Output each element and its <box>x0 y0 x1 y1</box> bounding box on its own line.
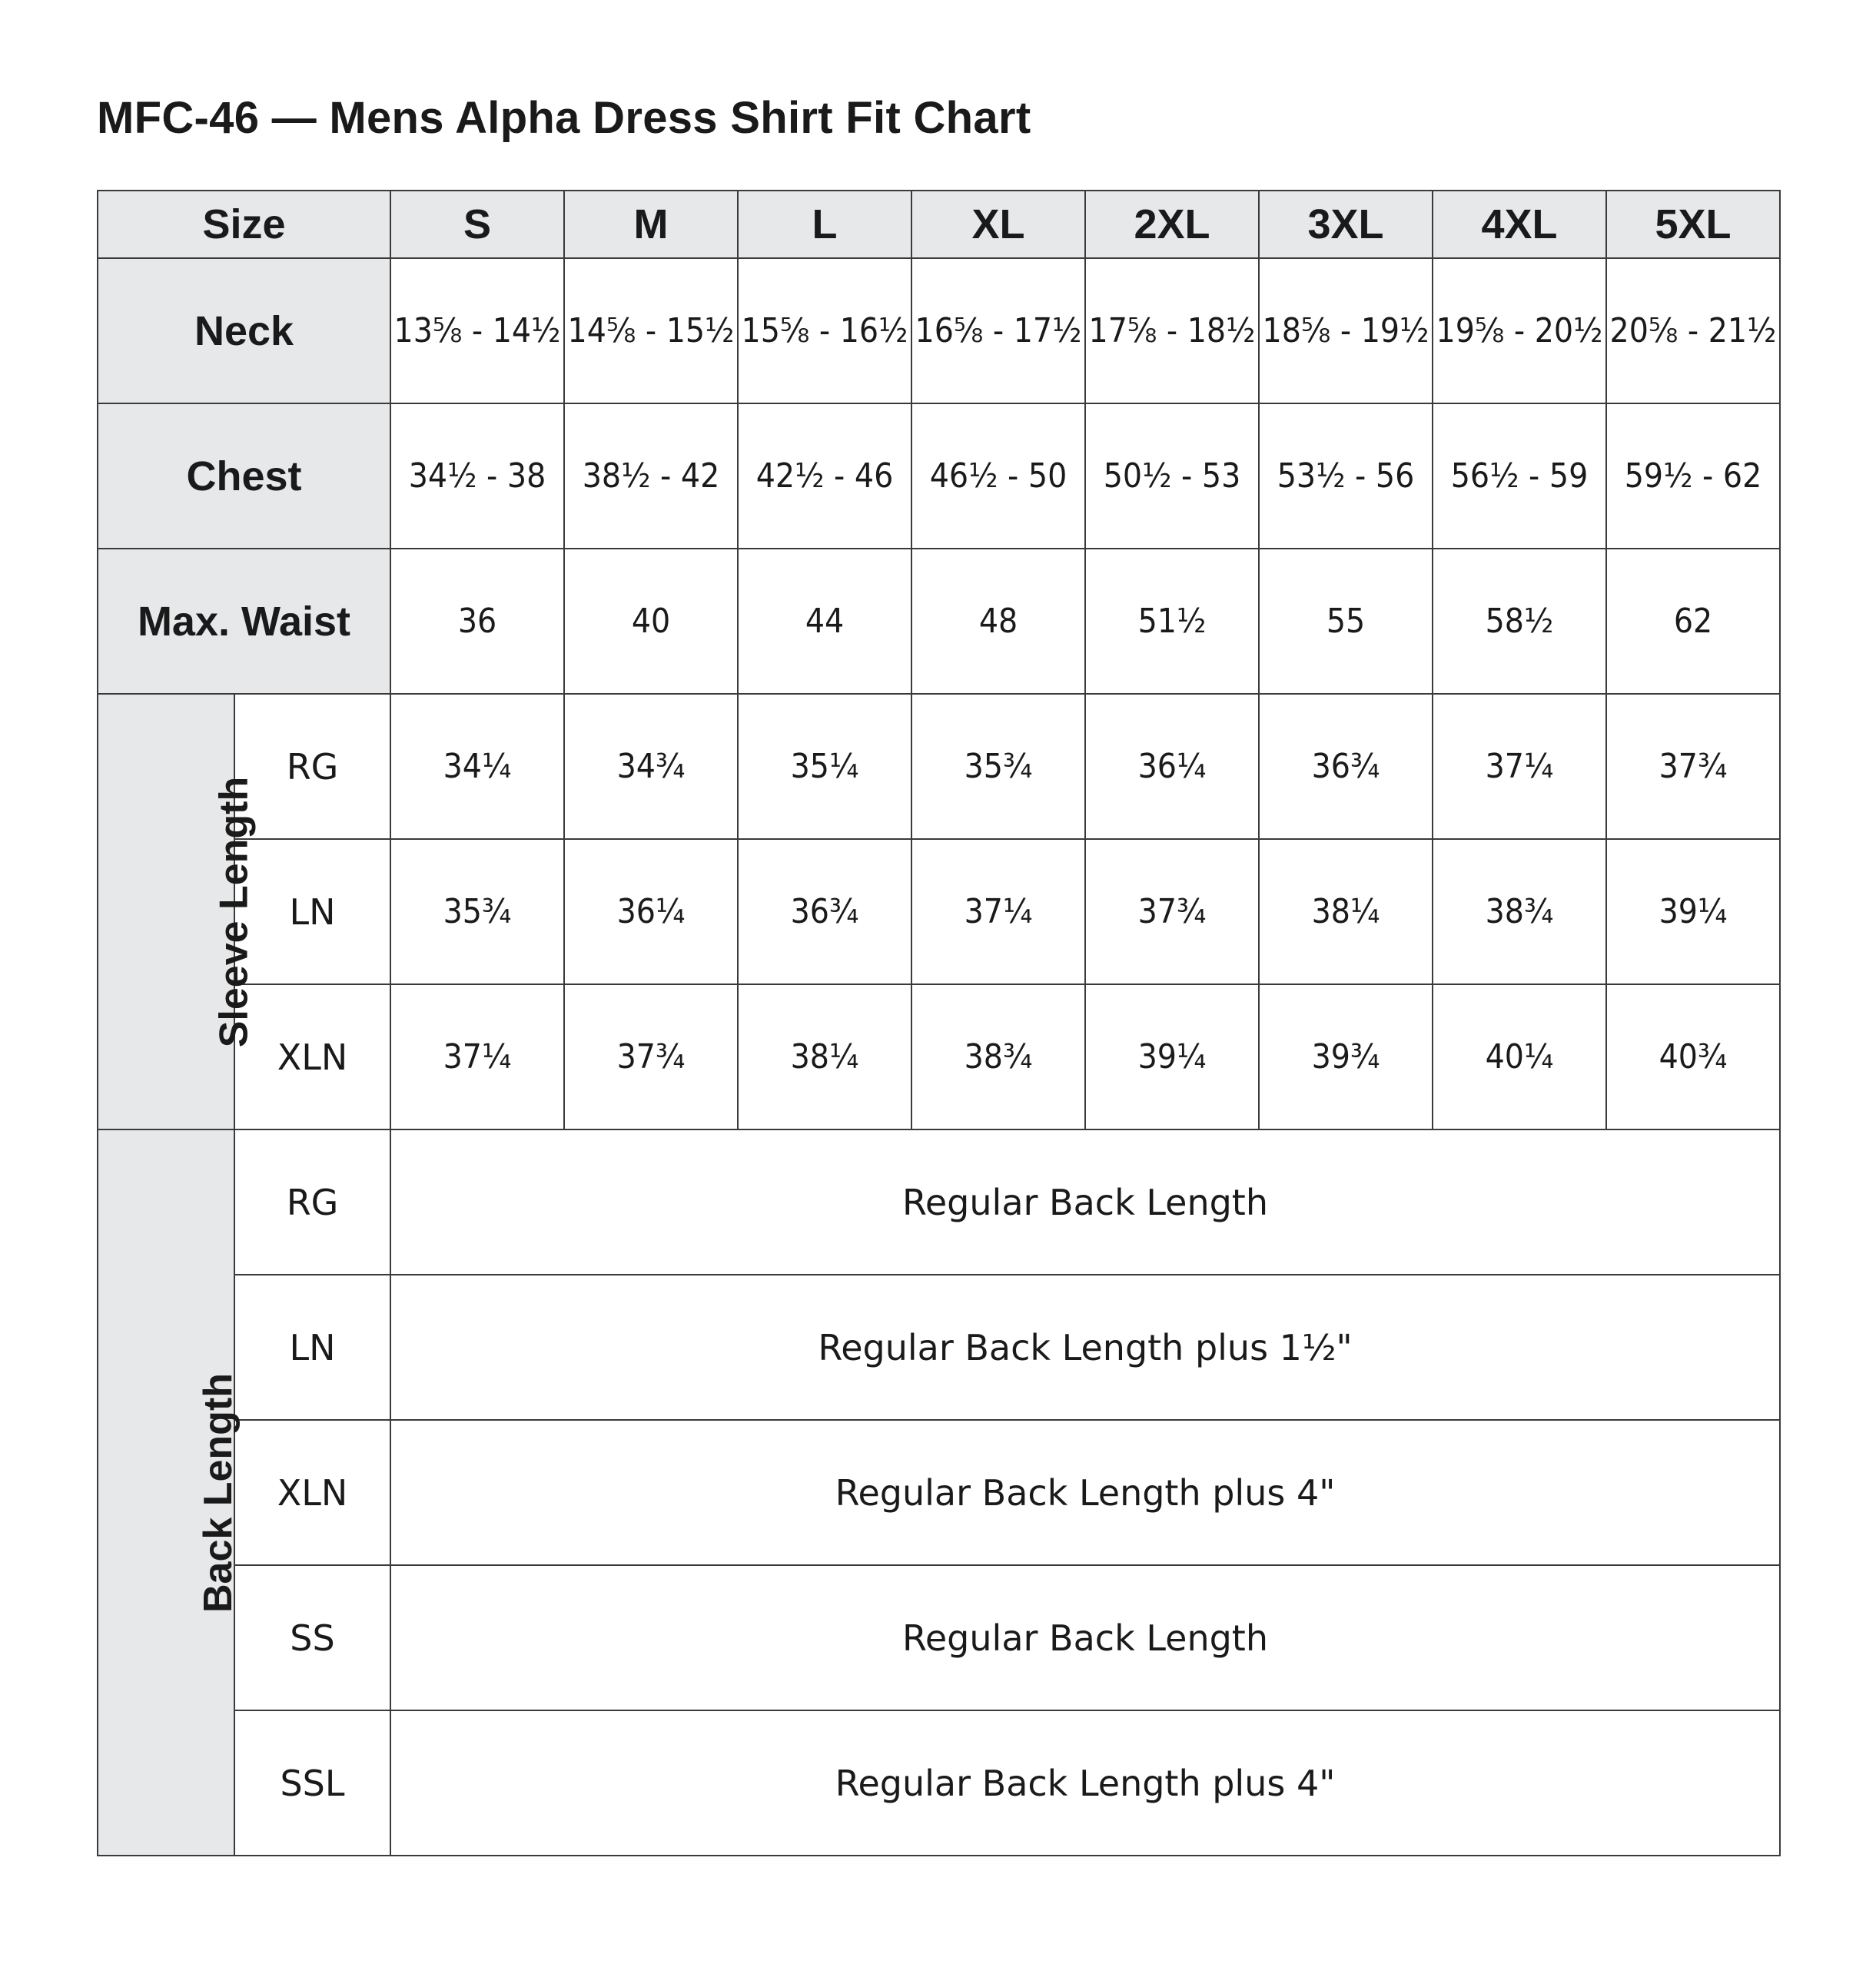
back-length-label: Back Length <box>196 1372 241 1613</box>
chest-row <box>98 403 1780 549</box>
max-waist-value: 40 <box>564 549 738 694</box>
fit-chart-table <box>97 190 1781 1856</box>
chest-value: 50½ - 53 <box>1085 403 1259 549</box>
back-fit-label: SS <box>234 1565 390 1710</box>
sleeve-fit-label: RG <box>234 694 390 839</box>
page-title: MFC-46 — Mens Alpha Dress Shirt Fit Chart <box>97 93 1031 143</box>
sleeve-value: 40¾ <box>1606 984 1780 1129</box>
back-fit-label: RG <box>234 1129 390 1275</box>
neck-value: 13⅝ - 14½ <box>390 258 564 403</box>
max-waist-value: 55 <box>1259 549 1433 694</box>
sleeve-value: 35¾ <box>390 839 564 984</box>
chest-label: Chest <box>98 403 390 549</box>
sleeve-value: 40¼ <box>1433 984 1606 1129</box>
chest-value: 42½ - 46 <box>738 403 911 549</box>
sleeve-value: 37¼ <box>390 984 564 1129</box>
max-waist-value: 62 <box>1606 549 1780 694</box>
neck-value: 17⅝ - 18½ <box>1085 258 1259 403</box>
sleeve-value: 38¼ <box>738 984 911 1129</box>
size-header-label: Size <box>98 191 390 258</box>
size-col-header: 5XL <box>1606 191 1780 258</box>
max-waist-row <box>98 549 1780 694</box>
sleeve-value: 35¾ <box>911 694 1085 839</box>
sleeve-value: 36¾ <box>1259 694 1433 839</box>
sleeve-value: 39¼ <box>1606 839 1780 984</box>
chest-value: 38½ - 42 <box>564 403 738 549</box>
back-length-value: Regular Back Length <box>390 1565 1780 1710</box>
max-waist-value: 48 <box>911 549 1085 694</box>
max-waist-value: 36 <box>390 549 564 694</box>
sleeve-value: 36¼ <box>564 839 738 984</box>
neck-value: 14⅝ - 15½ <box>564 258 738 403</box>
sleeve-length-group-header <box>98 694 257 1129</box>
chest-value: 46½ - 50 <box>911 403 1085 549</box>
sleeve-value: 38¼ <box>1259 839 1433 984</box>
sleeve-value: 34¾ <box>564 694 738 839</box>
sleeve-value: 34¼ <box>390 694 564 839</box>
sleeve-value: 39¼ <box>1085 984 1259 1129</box>
neck-row <box>98 258 1780 403</box>
sleeve-row-rg <box>98 694 1780 839</box>
chest-value: 53½ - 56 <box>1259 403 1433 549</box>
sleeve-value: 37¼ <box>911 839 1085 984</box>
back-fit-label: XLN <box>234 1420 390 1565</box>
sleeve-value: 37¾ <box>564 984 738 1129</box>
max-waist-value: 58½ <box>1433 549 1606 694</box>
chest-value: 34½ - 38 <box>390 403 564 549</box>
max-waist-label: Max. Waist <box>98 549 390 694</box>
sleeve-value: 37¼ <box>1433 694 1606 839</box>
size-col-header: L <box>738 191 911 258</box>
sleeve-row-xln <box>98 984 1780 1129</box>
size-col-header: 2XL <box>1085 191 1259 258</box>
size-col-header: M <box>564 191 738 258</box>
chest-value: 56½ - 59 <box>1433 403 1606 549</box>
back-row-xln <box>98 1420 1780 1565</box>
back-length-value: Regular Back Length plus 4" <box>390 1710 1780 1856</box>
sleeve-length-label: Sleeve Length <box>211 776 257 1047</box>
chest-value: 59½ - 62 <box>1606 403 1780 549</box>
back-length-value: Regular Back Length plus 4" <box>390 1420 1780 1565</box>
sleeve-value: 37¾ <box>1085 839 1259 984</box>
neck-value: 18⅝ - 19½ <box>1259 258 1433 403</box>
size-col-header: S <box>390 191 564 258</box>
sleeve-value: 38¾ <box>1433 839 1606 984</box>
neck-value: 16⅝ - 17½ <box>911 258 1085 403</box>
size-col-header: 3XL <box>1259 191 1433 258</box>
back-row-rg <box>98 1129 1780 1275</box>
size-col-header: XL <box>911 191 1085 258</box>
size-col-header: 4XL <box>1433 191 1606 258</box>
sleeve-value: 36¾ <box>738 839 911 984</box>
neck-value: 15⅝ - 16½ <box>738 258 911 403</box>
sleeve-value: 37¾ <box>1606 694 1780 839</box>
sleeve-value: 39¾ <box>1259 984 1433 1129</box>
sleeve-value: 35¼ <box>738 694 911 839</box>
back-row-ln <box>98 1275 1780 1420</box>
sleeve-row-ln <box>98 839 1780 984</box>
back-row-ssl <box>98 1710 1780 1856</box>
max-waist-value: 44 <box>738 549 911 694</box>
neck-value: 20⅝ - 21½ <box>1606 258 1780 403</box>
back-fit-label: SSL <box>234 1710 390 1856</box>
size-header-row <box>98 191 1780 258</box>
sleeve-value: 38¾ <box>911 984 1085 1129</box>
back-fit-label: LN <box>234 1275 390 1420</box>
sleeve-value: 36¼ <box>1085 694 1259 839</box>
neck-label: Neck <box>98 258 390 403</box>
neck-value: 19⅝ - 20½ <box>1433 258 1606 403</box>
max-waist-value: 51½ <box>1085 549 1259 694</box>
back-row-ss <box>98 1565 1780 1710</box>
back-length-value: Regular Back Length plus 1½" <box>390 1275 1780 1420</box>
back-length-value: Regular Back Length <box>390 1129 1780 1275</box>
sleeve-fit-label: LN <box>234 839 390 984</box>
sleeve-fit-label: XLN <box>234 984 390 1129</box>
back-length-group-header <box>98 1129 241 1856</box>
